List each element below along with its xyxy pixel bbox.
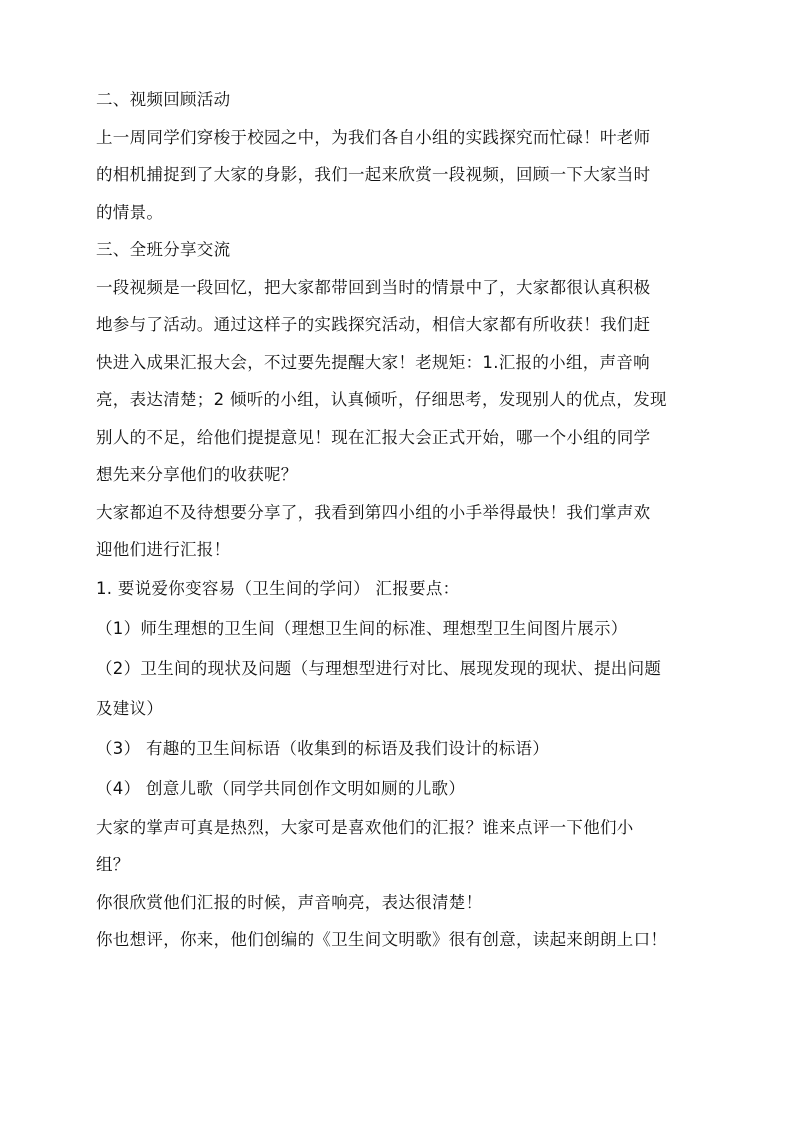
paragraph-line: 你很欣赏他们汇报的时候，声音响亮，表达很清楚！ bbox=[96, 892, 483, 912]
paragraph-line: 亮，表达清楚；2 倾听的小组，认真倾听，仔细思考，发现别人的优点，发现 bbox=[96, 390, 667, 409]
paragraph-line: 别人的不足，给他们提提意见！现在汇报大会正式开始，哪一个小组的同学 bbox=[96, 427, 651, 447]
section-heading-video-review: 二、视频回顾活动 bbox=[96, 90, 231, 109]
paragraph-line: 地参与了活动。通过这样子的实践探究活动，相信大家都有所收获！我们赶 bbox=[96, 315, 651, 334]
paragraph-line: 你也想评，你来，他们创编的《卫生间文明歌》很有创意，读起来朗朗上口！ bbox=[96, 930, 668, 949]
list-item-point-1: （1）师生理想的卫生间（理想卫生间的标准、理想型卫生间图片展示） bbox=[96, 618, 628, 638]
list-item-point-2-cont: 及建议） bbox=[96, 698, 164, 718]
list-item-point-2: （2）卫生间的现状及问题（与理想型进行对比、展现发现的现状、提出问题 bbox=[96, 658, 662, 678]
paragraph-line: 的情景。 bbox=[96, 202, 164, 222]
paragraph-line: 的相机捕捉到了大家的身影，我们一起来欣赏一段视频，回顾一下大家当时 bbox=[96, 165, 651, 184]
list-item-point-3: （3） 有趣的卫生间标语（收集到的标语及我们设计的标语） bbox=[96, 738, 550, 758]
paragraph-line: 想先来分享他们的收获呢？ bbox=[96, 465, 298, 484]
list-item-report-1: 1. 要说爱你变容易（卫生间的学问） 汇报要点： bbox=[96, 578, 460, 598]
paragraph-line: 一段视频是一段回忆，把大家都带回到当时的情景中了，大家都很认真积极 bbox=[96, 277, 651, 297]
paragraph-line: 迎他们进行汇报！ bbox=[96, 540, 231, 559]
paragraph-line: 上一周同学们穿梭于校园之中，为我们各自小组的实践探究而忙碌！叶老师 bbox=[96, 127, 651, 147]
paragraph-line: 组？ bbox=[96, 855, 130, 874]
paragraph-line: 大家都迫不及待想要分享了，我看到第四小组的小手举得最快！我们掌声欢 bbox=[96, 502, 651, 522]
document-body bbox=[96, 81, 726, 959]
paragraph-line: 快进入成果汇报大会，不过要先提醒大家！老规矩：1.汇报的小组，声音响 bbox=[96, 352, 650, 372]
section-heading-class-sharing: 三、全班分享交流 bbox=[96, 240, 231, 259]
paragraph-line: 大家的掌声可真是热烈，大家可是喜欢他们的汇报？谁来点评一下他们小 bbox=[96, 817, 634, 837]
list-item-point-4: （4） 创意儿歌（同学共同创作文明如厕的儿歌） bbox=[96, 778, 466, 798]
